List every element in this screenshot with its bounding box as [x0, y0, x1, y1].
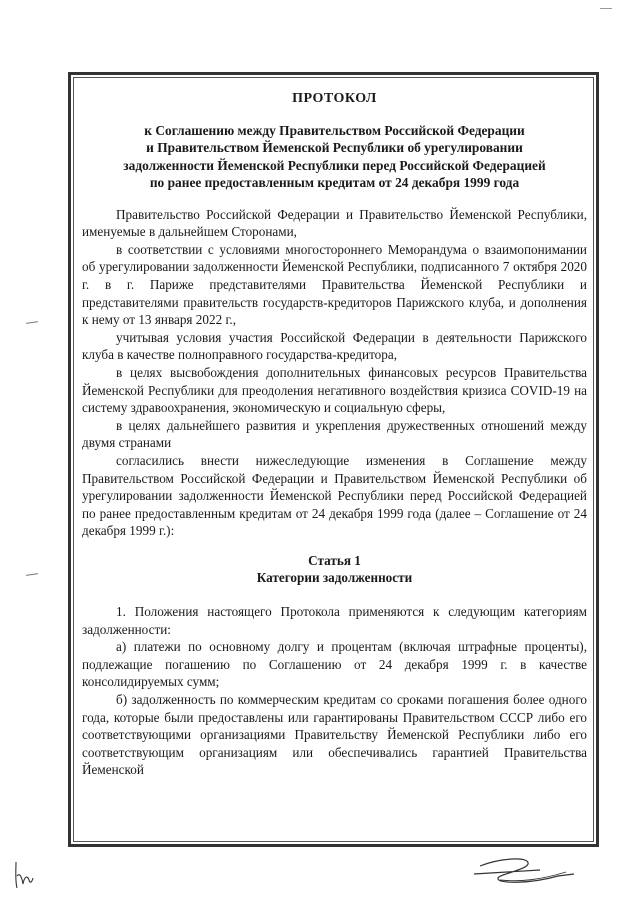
article-paragraph: б) задолженность по коммерческим кредитам со сроками погашения более одного года, которые были предоставлены или гарантированы Правительством СССР либо его соответствующими организациями Правительству Йеменской Республики либо его соответствующим организациям или обеспечивались гарантией Правительства Йеменской: [82, 692, 587, 778]
preamble-paragraph: в целях дальнейшего развития и укрепления дружественных отношений между двумя странами: [82, 417, 587, 451]
preamble-paragraph: согласились внести нижеследующие изменения в Соглашение между Правительством Российской Федерации и Правительством Йеменской Республики об урегулировании задолженности Йеменской Республики перед Российской Федерацией по ранее предоставленным кредитам от 24 декабря 1999 года (далее – Соглашение от 24 декабря 1999 г.):: [82, 452, 587, 539]
article-heading: [82, 552, 587, 587]
preamble-paragraph: в целях высвобождения дополнительных финансовых ресурсов Правительства Йеменской Республики для преодоления негативного воздействия кризиса COVID-19 на систему здравоохранения, экономическую и социальную сферы,: [82, 364, 587, 416]
article-title: Категории задолженности: [256, 570, 413, 586]
article-paragraph: 1. Положения настоящего Протокола применяются к следующим категориям задолженности:: [82, 604, 587, 637]
subtitle-line: и Правительством Йеменской Республики об урегулировании: [146, 140, 523, 156]
document-title: ПРОТОКОЛ: [292, 91, 377, 106]
margin-mark: [26, 321, 38, 324]
document-subtitle: [82, 122, 587, 192]
margin-mark: [26, 573, 38, 576]
signature: [470, 852, 580, 888]
initials-signature: [10, 858, 36, 892]
article-number: Статья 1: [308, 552, 361, 568]
subtitle-line: к Соглашению между Правительством Российской Федерации: [144, 122, 525, 138]
scan-mark: [600, 8, 612, 9]
preamble-paragraph: учитывая условия участия Российской Федерации в деятельности Парижского клуба в качестве полноправного государства-кредитора,: [82, 329, 587, 363]
document-body: [82, 90, 587, 779]
subtitle-line: задолженности Йеменской Республики перед Российской Федерацией: [123, 157, 546, 173]
subtitle-line: по ранее предоставленным кредитам от 24 декабря 1999 года: [149, 175, 520, 191]
article-paragraph: а) платежи по основному долгу и процентам (включая штрафные проценты), подлежащие погашению по Соглашению от 24 декабря 1999 г. в качестве консолидируемых сумм;: [82, 639, 587, 690]
preamble-paragraph: Правительство Российской Федерации и Правительство Йеменской Республики, именуемые в дальнейшем Сторонами,: [82, 206, 587, 240]
preamble-paragraph: в соответствии с условиями многостороннего Меморандума о взаимопонимании об урегулировании задолженности Йеменской Республики, подписанного 7 октября 2020 г. в г. Париже представителями Правительства Йеменской Республики и представителями правительств государств-кредиторов Парижского клуба, и дополнения к нему от 13 января 2022 г.,: [82, 241, 587, 328]
